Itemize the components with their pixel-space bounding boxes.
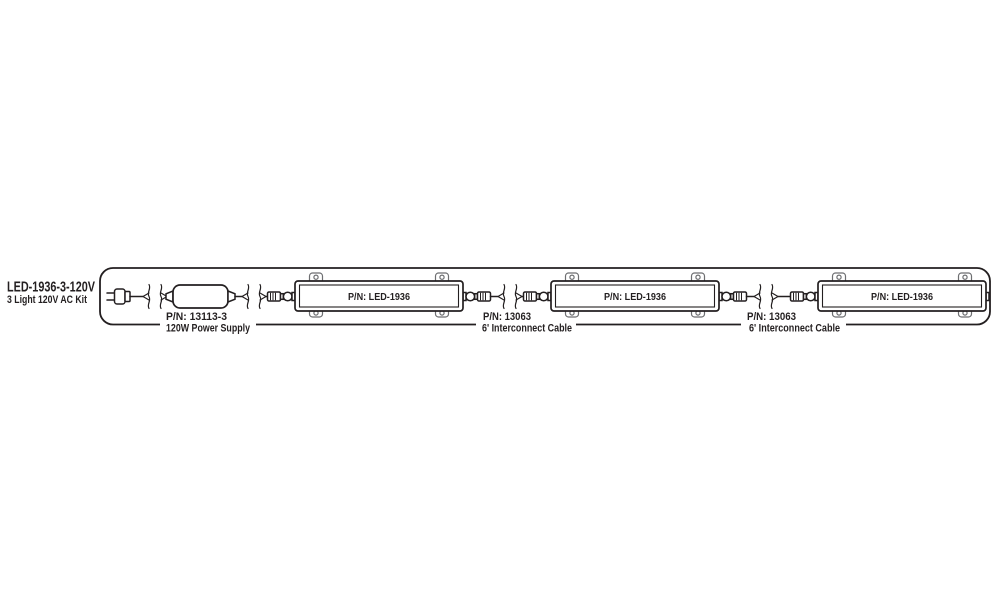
light-fixture-2 <box>548 273 722 317</box>
light-fixture-1 <box>292 273 466 317</box>
ac-plug-icon <box>107 289 143 304</box>
interconnect-2-label: 6' Interconnect Cable <box>749 322 840 335</box>
barrel-connector-icon <box>524 292 549 301</box>
power-supply-box <box>166 285 242 308</box>
power-supply-part-number: P/N: 13113-3 <box>166 311 227 323</box>
interconnect-1-part-number: P/N: 13063 <box>483 311 531 323</box>
cable-break-icon <box>754 285 778 309</box>
kit-description: 3 Light 120V AC Kit <box>7 294 88 306</box>
light-fixture-3 <box>815 273 989 317</box>
barrel-connector-icon <box>268 292 293 301</box>
barrel-connector-icon <box>722 292 747 301</box>
barrel-connector-icon <box>791 292 816 301</box>
interconnect-cable-1 <box>466 285 548 309</box>
interconnect-1-label: 6' Interconnect Cable <box>482 322 572 335</box>
power-supply-label: 120W Power Supply <box>166 322 251 335</box>
kit-title-block <box>7 279 95 307</box>
kit-model: LED-1936-3-120V <box>7 278 95 296</box>
fixture-part-number: P/N: LED-1936 <box>348 291 411 303</box>
interconnect-2-part-number: P/N: 13063 <box>747 311 796 323</box>
fixture-part-number: P/N: LED-1936 <box>604 291 667 303</box>
interconnect-cable-2 <box>722 285 815 309</box>
barrel-connector-icon <box>466 292 491 301</box>
cable-break-icon <box>242 285 266 309</box>
fixture-part-number: P/N: LED-1936 <box>871 291 934 303</box>
cable-break-icon <box>498 285 522 309</box>
cable-break-icon <box>143 285 167 309</box>
